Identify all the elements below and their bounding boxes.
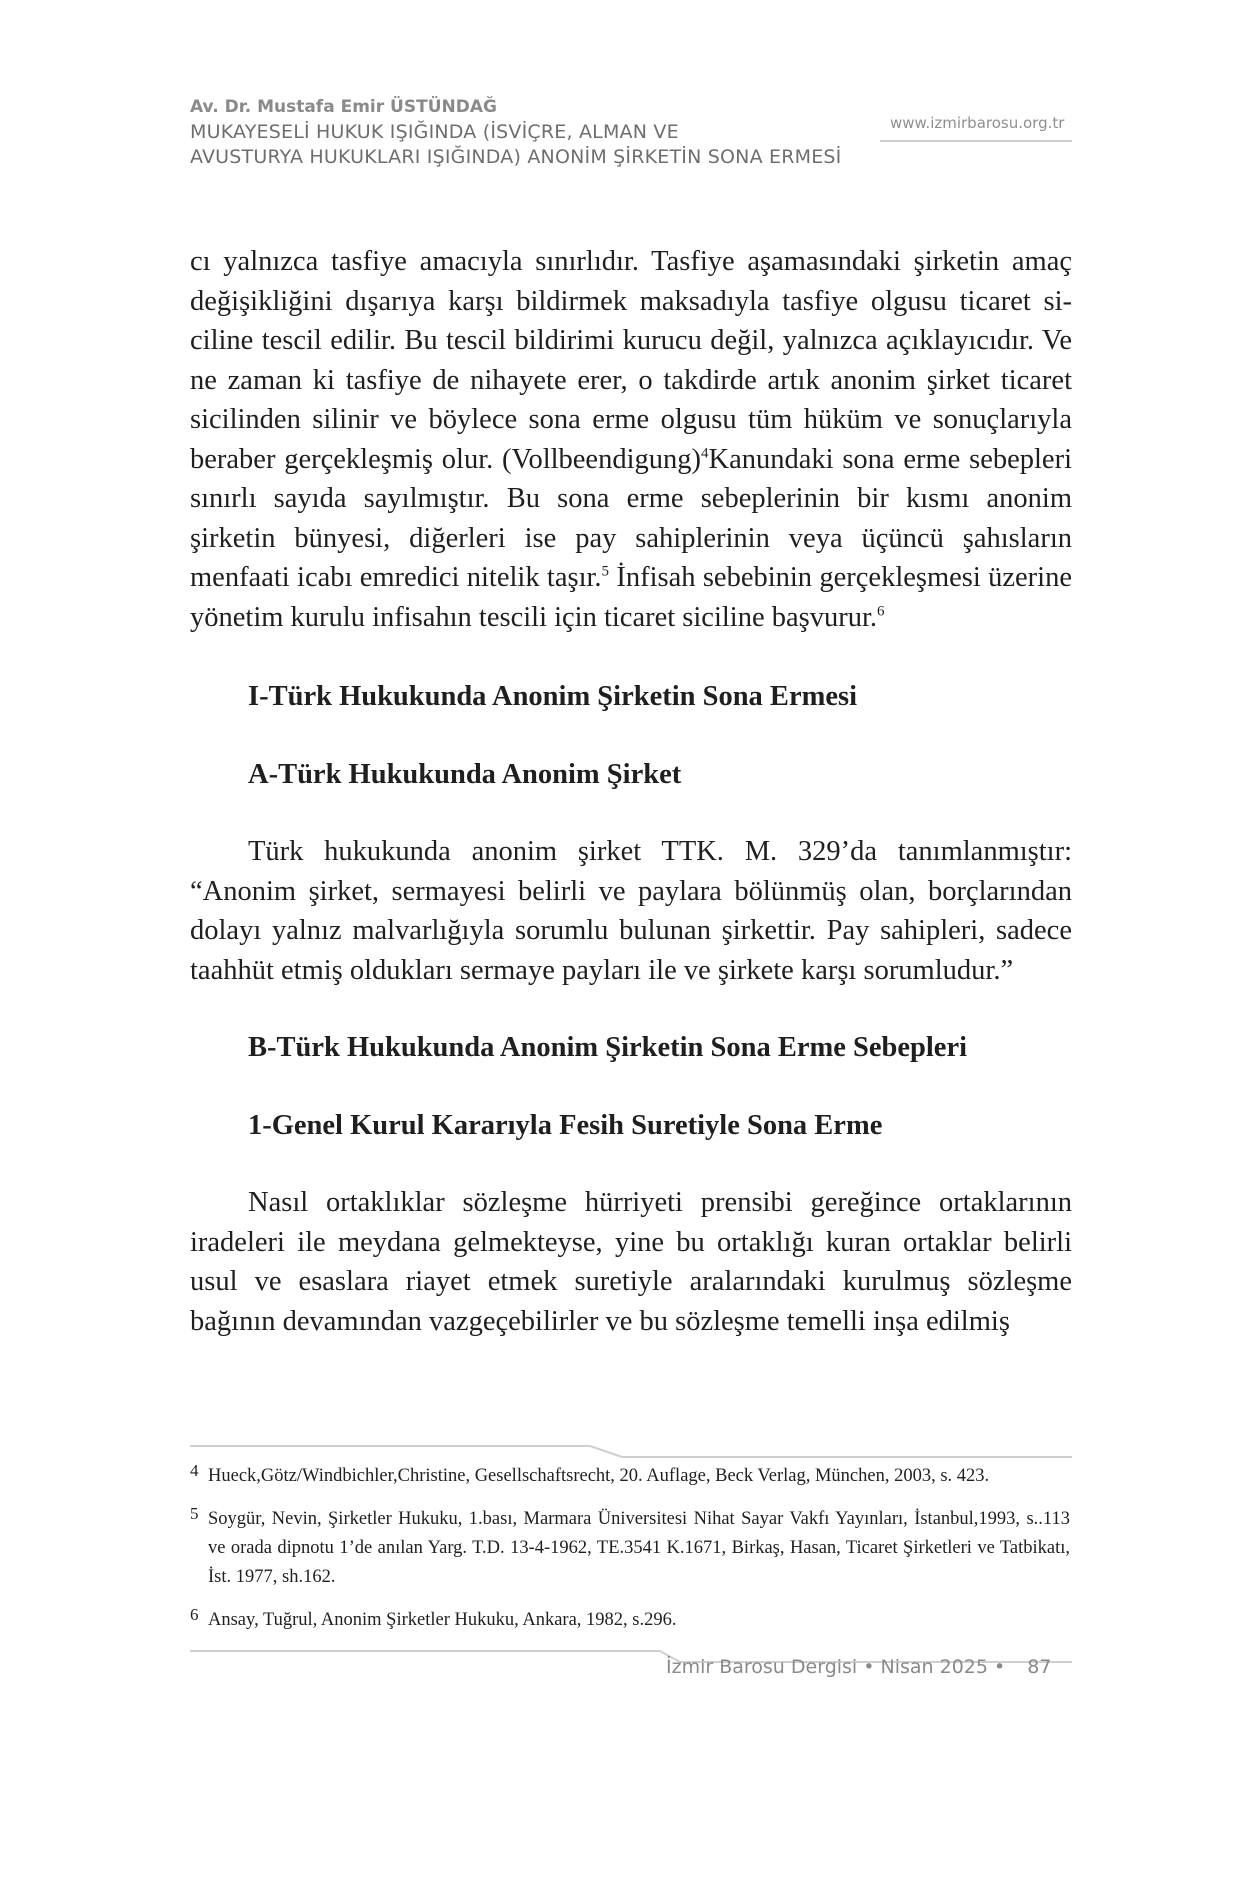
main-text [190, 242, 1072, 1341]
footnote-5 [190, 1505, 1070, 1592]
footnote-ref-4[interactable]: 4 [701, 445, 709, 461]
footnote-number: 6 [190, 1605, 199, 1624]
footnote-number: 4 [190, 1461, 199, 1480]
paragraph-2: Türk hukukunda anonim şirket TTK. M. 329’da tanımlanmıştır: “Anonim şirket, sermayesi belirli ve paylara bölünmüş olan, borçlarından dolayı yalnız malvarlığıyla sorumlu bulunan şirkettir. Pay sahipleri, sadece taahhüt etmiş oldukları sermaye payları ile ve şirkete karşı sorumludur.” [190, 836, 1072, 986]
article-title-line-2: AVUSTURYA HUKUKLARI IŞIĞINDA) ANONİM ŞİRKETİN SONA ERMESİ [190, 146, 842, 168]
page-number: 87 [1027, 1656, 1052, 1678]
website-url: www.izmirbarosu.org.tr [890, 114, 1065, 132]
paragraph-1-part-b: Kanundaki sona erme sebepleri sınırlı sayıda sayılmıştır. Bu sona erme sebeplerinin bir kısmı anonim şirketin bünyesi, diğerleri ise pay sahiplerinin veya üçüncü şahısların menfaati icabı emredici nitelik taşır. [190, 443, 1072, 593]
section-heading-b1: 1-Genel Kurul Kararıyla Fesih Suretiyle Sona Erme [248, 1109, 883, 1141]
paragraph-1 [190, 242, 1072, 637]
article-title-line-1: MUKAYESELİ HUKUK IŞIĞINDA (İSVİÇRE, ALMAN VE [190, 121, 679, 143]
footnote-separator [190, 1445, 1072, 1459]
footnote-number: 5 [190, 1504, 199, 1523]
footnote-ref-6[interactable]: 6 [877, 603, 885, 619]
author-name: Av. Dr. Mustafa Emir ÜSTÜNDAĞ [190, 97, 497, 117]
footnote-text: Hueck,Götz/Windbichler,Christine, Gesellschaftsrecht, 20. Auflage, Beck Verlag, München, 2003, s. 423. [208, 1466, 990, 1486]
paragraph-1-part-c: İnfisah sebebinin gerçekleşmesi üzerine yönetim kurulu infisahın tescili için ticaret siciline başvurur. [190, 562, 1072, 633]
section-heading-a: A-Türk Hukukunda Anonim Şirket [248, 758, 682, 790]
footnote-text: Soygür, Nevin, Şirketler Hukuku, 1.bası, Marmara Üniversitesi Nihat Sayar Vakfı Yayınları, İstanbul,1993, s..113 ve orada dipnotu 1’de anılan Yarg. T.D. 13-4-1962, TE.3541 K.1671, Birkaş, Hasan, Ticaret Şirketleri ve Tatbikatı, İst. 1977, sh.162. [208, 1509, 1070, 1587]
section-heading-b: B-Türk Hukukunda Anonim Şirketin Sona Erme Sebepleri [248, 1032, 968, 1063]
journal-name: İzmir Barosu Dergisi • Nisan 2025 • [666, 1656, 1006, 1678]
paragraph-3: Nasıl ortaklıklar sözleşme hürriyeti prensibi gereğince ortaklarının iradeleri ile meydana gelmekteyse, yine bu ortaklığı kuran ortaklar belirli usul ve esaslara riayet etmek suretiyle aralarındaki kurulmuş sözleşme bağının devamından vazgeçebilirler ve bu sözleşme temelli inşa edilmiş [190, 1187, 1072, 1337]
section-heading-1: I-Türk Hukukunda Anonim Şirketin Sona Ermesi [248, 681, 857, 712]
running-footer [666, 1656, 1051, 1678]
footnote-6 [190, 1606, 1070, 1635]
header-rule [880, 140, 1072, 142]
footnote-ref-5[interactable]: 5 [601, 563, 610, 580]
running-header [190, 96, 1070, 170]
paragraph-1-part-a: cı yalnızca tasfiye amacıyla sınırlıdır. Tasfiye aşamasındaki şirketin amaç değişikliğini dışarıya karşı bildirmek maksadıyla tasfiye olgusu ticaret siciline tescil edilir. Bu tescil bildirimi kurucu değil, yalnızca açıklayıcıdır. Ve ne zaman ki tasfiye de nihayete erer, o takdirde artık anonim şirket ticaret sicilinden silinir ve böylece sona erme olgusu tüm hüküm ve sonuçlarıyla beraber gerçekleşmiş olur. (Vollbeendigung) [190, 246, 1072, 475]
footnote-text: Ansay, Tuğrul, Anonim Şirketler Hukuku, Ankara, 1982, s.296. [208, 1610, 677, 1630]
footnotes [190, 1462, 1070, 1649]
footnote-4 [190, 1462, 1070, 1491]
